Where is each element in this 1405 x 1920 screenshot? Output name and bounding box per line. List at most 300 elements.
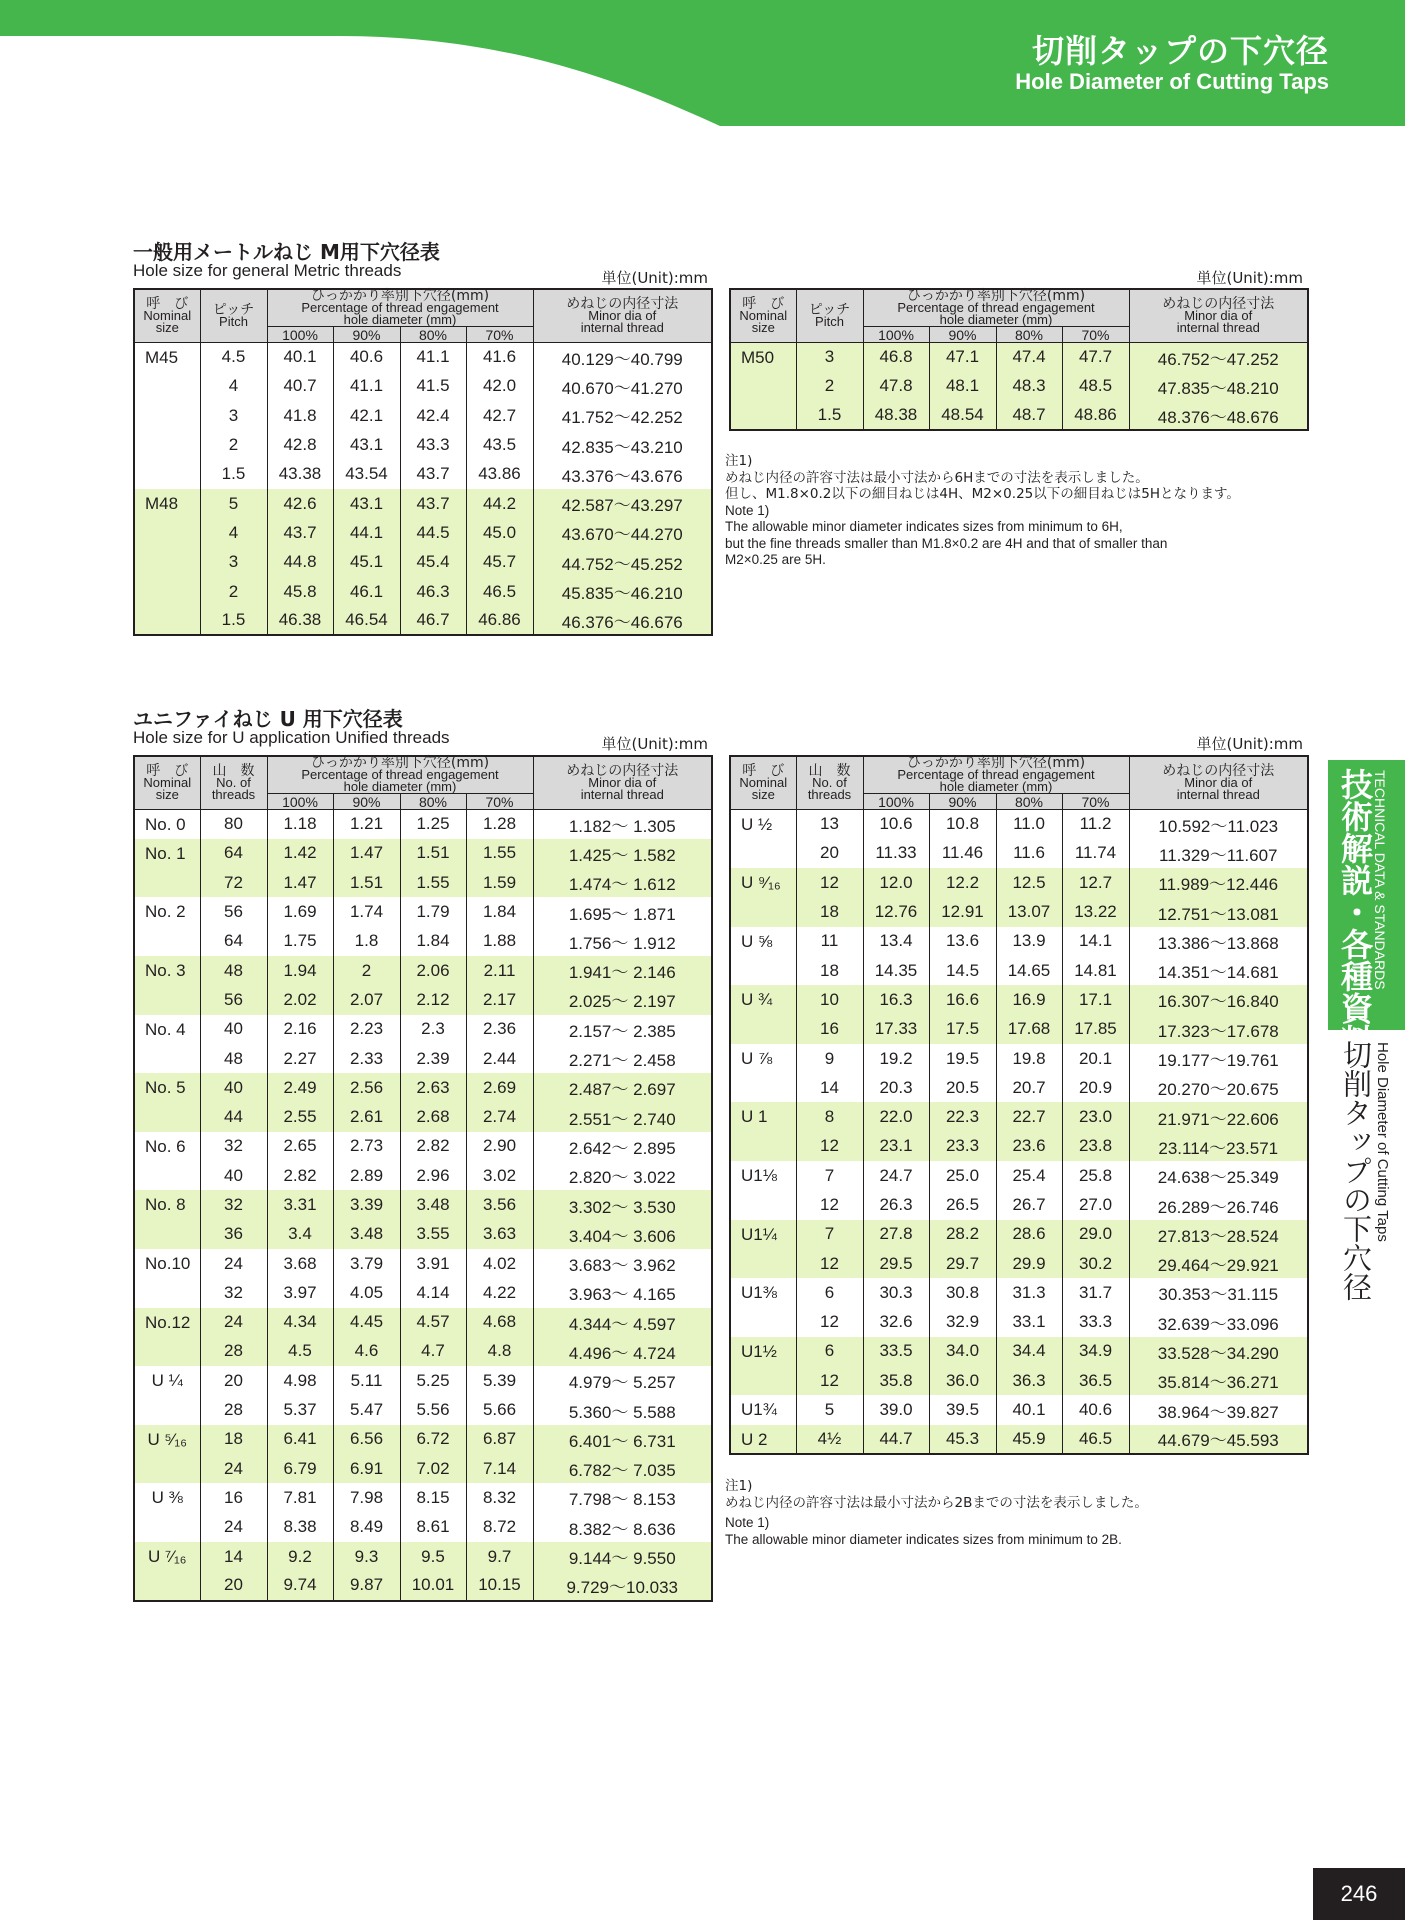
col-header-p100: 100% [267,327,333,343]
table-row [134,548,712,577]
cell-hole-90: 45.3 [929,1425,996,1454]
cell-hole-90: 1.74 [333,897,400,926]
cell-hole-100: 42.8 [267,430,333,459]
table-row [134,1220,712,1249]
col-header-p70: 70% [1062,794,1129,810]
table-row [730,1337,1308,1366]
col-header-p70: 70% [466,794,533,810]
cell-hole-80: 1.25 [400,810,466,839]
cell-nominal-size [134,518,200,547]
cell-nominal-size: U ¾ [730,985,796,1014]
cell-hole-70: 42.0 [466,372,533,401]
side-tab-en: TECHNICAL DATA & STANDARDS [1372,770,1388,990]
cell-minor-dia: 8.382～ 8.636 [533,1513,712,1542]
cell-hole-70: 1.84 [466,897,533,926]
table-row [134,1483,712,1512]
cell-minor-dia: 1.941～ 2.146 [533,956,712,985]
cell-hole-80: 8.61 [400,1513,466,1542]
cell-minor-dia: 2.157～ 2.385 [533,1015,712,1044]
cell-hole-100: 1.94 [267,956,333,985]
cell-pitch: 16 [796,1015,863,1044]
cell-hole-100: 39.0 [863,1395,929,1424]
cell-hole-80: 1.84 [400,927,466,956]
cell-minor-dia: 40.129～40.799 [533,343,712,372]
table-row [134,839,712,868]
cell-hole-80: 33.1 [996,1308,1062,1337]
col-header-pitch: 山 数 No. of threads [796,756,863,810]
cell-hole-100: 5.37 [267,1395,333,1424]
col-header-nominal: 呼 び Nominal size [730,756,796,810]
col-header-p80: 80% [400,327,466,343]
cell-hole-80: 25.4 [996,1161,1062,1190]
cell-nominal-size: No. 2 [134,897,200,926]
table-row [134,1542,712,1571]
cell-minor-dia: 1.182～ 1.305 [533,810,712,839]
cell-hole-80: 23.6 [996,1132,1062,1161]
cell-hole-100: 24.7 [863,1161,929,1190]
cell-nominal-size [730,839,796,868]
cell-hole-100: 2.49 [267,1073,333,1102]
cell-minor-dia: 2.025～ 2.197 [533,985,712,1014]
cell-hole-80: 45.9 [996,1425,1062,1454]
cell-hole-100: 4.98 [267,1366,333,1395]
cell-nominal-size [134,1454,200,1483]
cell-hole-90: 43.1 [333,489,400,518]
side-tab-technical-data[interactable] [1328,760,1405,1056]
cell-hole-70: 2.44 [466,1044,533,1073]
cell-nominal-size [730,401,796,430]
cell-hole-70: 5.39 [466,1366,533,1395]
cell-pitch: 2 [796,372,863,401]
cell-hole-100: 9.2 [267,1542,333,1571]
cell-minor-dia: 23.114～23.571 [1129,1132,1308,1161]
col-header-percentage: ひっかかり率別下穴径(mm) Percentage of thread engagement hole diameter (mm) [863,289,1129,327]
cell-pitch: 12 [796,868,863,897]
cell-hole-70: 46.5 [1062,1425,1129,1454]
table-row [134,489,712,518]
cell-hole-90: 19.5 [929,1044,996,1073]
cell-minor-dia: 3.302～ 3.530 [533,1190,712,1219]
cell-hole-70: 45.0 [466,518,533,547]
cell-nominal-size: No. 0 [134,810,200,839]
unified-note: 注1) めねじ内径の許容寸法は最小寸法から2Bまでの寸法を表示しました。 Note 1) The allowable minor diameter indicates sizes from minimum to 2B. [725,1478,1148,1547]
metric-table-right [729,288,1309,431]
cell-hole-90: 1.51 [333,868,400,897]
cell-hole-80: 3.55 [400,1220,466,1249]
table-row [134,1044,712,1073]
cell-pitch: 14 [200,1542,267,1571]
cell-hole-100: 20.3 [863,1073,929,1102]
cell-hole-90: 20.5 [929,1073,996,1102]
cell-pitch: 11 [796,927,863,956]
header-title: 切削タップの下穴径 [1031,32,1329,70]
cell-nominal-size: M50 [730,343,796,372]
cell-pitch: 56 [200,985,267,1014]
cell-hole-90: 29.7 [929,1249,996,1278]
cell-hole-70: 10.15 [466,1571,533,1600]
cell-nominal-size [134,577,200,606]
header-banner [0,0,1405,130]
cell-hole-70: 36.5 [1062,1366,1129,1395]
cell-hole-90: 4.45 [333,1308,400,1337]
col-header-minor-dia: めねじの内径寸法 Minor dia of internal thread [1129,289,1308,343]
cell-pitch: 2 [200,577,267,606]
cell-hole-100: 2.16 [267,1015,333,1044]
table-row [134,1395,712,1424]
table-row [730,1190,1308,1219]
cell-nominal-size: U ⅝ [730,927,796,956]
cell-hole-90: 9.87 [333,1571,400,1600]
cell-hole-80: 31.3 [996,1278,1062,1307]
cell-hole-100: 43.7 [267,518,333,547]
table-row [730,1161,1308,1190]
table-row [730,1015,1308,1044]
cell-minor-dia: 3.683～ 3.962 [533,1249,712,1278]
cell-nominal-size: U ⅞ [730,1044,796,1073]
cell-minor-dia: 12.751～13.081 [1129,897,1308,926]
cell-minor-dia: 1.474～ 1.612 [533,868,712,897]
cell-hole-70: 25.8 [1062,1161,1129,1190]
cell-hole-80: 2.12 [400,985,466,1014]
cell-hole-80: 2.06 [400,956,466,985]
cell-hole-100: 45.8 [267,577,333,606]
side-sub-jp: 切削タップの下穴径 [1339,1040,1373,1301]
cell-hole-70: 9.7 [466,1542,533,1571]
table-row [134,1015,712,1044]
cell-hole-90: 4.05 [333,1278,400,1307]
unit-label: 単位(Unit):mm [1196,269,1303,287]
col-header-p70: 70% [466,327,533,343]
cell-minor-dia: 1.695～ 1.871 [533,897,712,926]
cell-hole-90: 46.54 [333,606,400,635]
unified-table-right [729,755,1309,1455]
cell-hole-80: 13.9 [996,927,1062,956]
cell-hole-70: 2.36 [466,1015,533,1044]
cell-hole-90: 8.49 [333,1513,400,1542]
cell-nominal-size [134,1571,200,1600]
cell-hole-70: 4.8 [466,1337,533,1366]
table-row [134,1308,712,1337]
cell-hole-100: 3.97 [267,1278,333,1307]
cell-hole-70: 20.1 [1062,1044,1129,1073]
cell-hole-80: 8.15 [400,1483,466,1512]
cell-hole-90: 6.91 [333,1454,400,1483]
cell-hole-90: 23.3 [929,1132,996,1161]
table-row [134,1073,712,1102]
cell-hole-80: 11.0 [996,810,1062,839]
cell-pitch: 24 [200,1308,267,1337]
cell-hole-100: 35.8 [863,1366,929,1395]
table-row [730,1132,1308,1161]
cell-pitch: 36 [200,1220,267,1249]
table-row [134,1366,712,1395]
cell-hole-70: 13.22 [1062,897,1129,926]
cell-hole-100: 3.31 [267,1190,333,1219]
cell-minor-dia: 7.798～ 8.153 [533,1483,712,1512]
col-header-p100: 100% [863,794,929,810]
cell-hole-70: 8.32 [466,1483,533,1512]
table-row [730,839,1308,868]
cell-hole-100: 2.82 [267,1161,333,1190]
cell-hole-100: 44.8 [267,548,333,577]
cell-minor-dia: 2.487～ 2.697 [533,1073,712,1102]
cell-hole-90: 2.89 [333,1161,400,1190]
cell-nominal-size: U ½ [730,810,796,839]
cell-hole-100: 40.1 [267,343,333,372]
table-row [134,577,712,606]
cell-hole-100: 29.5 [863,1249,929,1278]
cell-nominal-size [134,606,200,635]
cell-hole-90: 4.6 [333,1337,400,1366]
cell-hole-100: 47.8 [863,372,929,401]
cell-hole-80: 44.5 [400,518,466,547]
cell-hole-80: 48.3 [996,372,1062,401]
col-header-p80: 80% [996,327,1062,343]
cell-nominal-size [730,1366,796,1395]
cell-pitch: 20 [200,1366,267,1395]
table-row [134,1249,712,1278]
cell-minor-dia: 32.639～33.096 [1129,1308,1308,1337]
unit-label: 単位(Unit):mm [601,735,708,753]
cell-minor-dia: 13.386～13.868 [1129,927,1308,956]
cell-nominal-size: U 2 [730,1425,796,1454]
cell-minor-dia: 27.813～28.524 [1129,1220,1308,1249]
cell-hole-70: 6.87 [466,1425,533,1454]
cell-nominal-size: U ⅜ [134,1483,200,1512]
cell-hole-90: 16.6 [929,985,996,1014]
table-row [134,1513,712,1542]
cell-minor-dia: 30.353～31.115 [1129,1278,1308,1307]
table-row [730,401,1308,430]
table-row [730,1425,1308,1454]
cell-hole-90: 12.91 [929,897,996,926]
cell-hole-90: 1.8 [333,927,400,956]
cell-hole-80: 2.82 [400,1132,466,1161]
cell-minor-dia: 11.329～11.607 [1129,839,1308,868]
cell-hole-70: 46.86 [466,606,533,635]
cell-minor-dia: 44.752～45.252 [533,548,712,577]
cell-hole-100: 3.4 [267,1220,333,1249]
cell-hole-70: 3.56 [466,1190,533,1219]
unified-title: ユニファイねじ U 用下穴径表 [133,707,403,731]
table-row [730,956,1308,985]
table-row [134,1337,712,1366]
table-row [730,1278,1308,1307]
cell-hole-90: 2 [333,956,400,985]
cell-minor-dia: 2.271～ 2.458 [533,1044,712,1073]
cell-nominal-size: U 1 [730,1102,796,1131]
cell-hole-90: 17.5 [929,1015,996,1044]
cell-minor-dia: 29.464～29.921 [1129,1249,1308,1278]
cell-hole-80: 40.1 [996,1395,1062,1424]
cell-pitch: 1.5 [200,460,267,489]
col-header-pitch: 山 数 No. of threads [200,756,267,810]
cell-nominal-size [134,372,200,401]
cell-hole-70: 27.0 [1062,1190,1129,1219]
cell-hole-100: 30.3 [863,1278,929,1307]
cell-minor-dia: 5.360～ 5.588 [533,1395,712,1424]
cell-hole-80: 46.7 [400,606,466,635]
cell-hole-70: 17.85 [1062,1015,1129,1044]
cell-hole-70: 45.7 [466,548,533,577]
cell-minor-dia: 46.376～46.676 [533,606,712,635]
cell-hole-80: 36.3 [996,1366,1062,1395]
cell-hole-70: 34.9 [1062,1337,1129,1366]
cell-nominal-size: U1½ [730,1337,796,1366]
table-row [730,927,1308,956]
cell-hole-100: 2.65 [267,1132,333,1161]
cell-hole-70: 43.5 [466,430,533,459]
cell-hole-80: 26.7 [996,1190,1062,1219]
cell-pitch: 7 [796,1161,863,1190]
cell-nominal-size: U1¾ [730,1395,796,1424]
cell-nominal-size [134,1220,200,1249]
cell-pitch: 48 [200,956,267,985]
cell-nominal-size [134,430,200,459]
cell-minor-dia: 10.592～11.023 [1129,810,1308,839]
cell-hole-70: 4.68 [466,1308,533,1337]
cell-hole-80: 6.72 [400,1425,466,1454]
cell-hole-70: 2.90 [466,1132,533,1161]
cell-hole-100: 10.6 [863,810,929,839]
cell-hole-100: 7.81 [267,1483,333,1512]
cell-hole-100: 2.02 [267,985,333,1014]
cell-hole-90: 7.98 [333,1483,400,1512]
cell-hole-80: 2.68 [400,1102,466,1131]
cell-hole-70: 46.5 [466,577,533,606]
cell-pitch: 5 [796,1395,863,1424]
cell-pitch: 13 [796,810,863,839]
cell-hole-70: 2.17 [466,985,533,1014]
cell-hole-80: 29.9 [996,1249,1062,1278]
col-header-pitch: ピッチ Pitch [796,289,863,343]
cell-hole-80: 13.07 [996,897,1062,926]
cell-minor-dia: 40.670～41.270 [533,372,712,401]
cell-hole-100: 1.47 [267,868,333,897]
cell-minor-dia: 6.401～ 6.731 [533,1425,712,1454]
cell-hole-80: 10.01 [400,1571,466,1600]
cell-hole-100: 27.8 [863,1220,929,1249]
col-header-minor-dia: めねじの内径寸法 Minor dia of internal thread [533,756,712,810]
cell-nominal-size [134,868,200,897]
cell-hole-100: 2.27 [267,1044,333,1073]
table-row [134,1571,712,1600]
cell-hole-80: 7.02 [400,1454,466,1483]
cell-hole-80: 42.4 [400,401,466,430]
cell-hole-70: 48.86 [1062,401,1129,430]
cell-hole-70: 47.7 [1062,343,1129,372]
cell-hole-70: 23.0 [1062,1102,1129,1131]
cell-nominal-size: No. 8 [134,1190,200,1219]
col-header-minor-dia: めねじの内径寸法 Minor dia of internal thread [1129,756,1308,810]
cell-minor-dia: 24.638～25.349 [1129,1161,1308,1190]
cell-nominal-size [730,897,796,926]
cell-nominal-size [134,1337,200,1366]
cell-hole-100: 17.33 [863,1015,929,1044]
cell-hole-80: 5.56 [400,1395,466,1424]
cell-pitch: 3 [200,401,267,430]
col-header-p100: 100% [267,794,333,810]
cell-hole-100: 1.75 [267,927,333,956]
cell-hole-80: 3.91 [400,1249,466,1278]
cell-hole-80: 48.7 [996,401,1062,430]
side-tab-jp: 技術解説・各種資料 [1336,768,1374,1056]
cell-hole-90: 3.48 [333,1220,400,1249]
cell-minor-dia: 33.528～34.290 [1129,1337,1308,1366]
cell-minor-dia: 42.835～43.210 [533,430,712,459]
cell-nominal-size [730,1190,796,1219]
table-row [134,606,712,635]
cell-hole-80: 22.7 [996,1102,1062,1131]
cell-hole-100: 40.7 [267,372,333,401]
cell-hole-80: 11.6 [996,839,1062,868]
cell-hole-100: 43.38 [267,460,333,489]
col-header-nominal: 呼 び Nominal size [730,289,796,343]
table-row [134,1278,712,1307]
cell-hole-70: 31.7 [1062,1278,1129,1307]
cell-nominal-size [134,1513,200,1542]
cell-hole-100: 9.74 [267,1571,333,1600]
table-row [134,343,712,372]
cell-pitch: 6 [796,1278,863,1307]
cell-hole-80: 43.7 [400,460,466,489]
cell-hole-90: 3.79 [333,1249,400,1278]
cell-hole-70: 30.2 [1062,1249,1129,1278]
cell-hole-80: 1.79 [400,897,466,926]
cell-nominal-size [730,1073,796,1102]
metric-subtitle: Hole size for general Metric threads [133,261,402,280]
table-row [134,372,712,401]
cell-pitch: 72 [200,868,267,897]
cell-hole-90: 9.3 [333,1542,400,1571]
cell-pitch: 32 [200,1278,267,1307]
table-row [134,1454,712,1483]
cell-hole-70: 11.2 [1062,810,1129,839]
cell-nominal-size [134,1278,200,1307]
cell-hole-80: 4.14 [400,1278,466,1307]
cell-hole-70: 14.81 [1062,956,1129,985]
cell-hole-70: 4.22 [466,1278,533,1307]
cell-hole-70: 2.74 [466,1102,533,1131]
cell-hole-90: 41.1 [333,372,400,401]
cell-hole-90: 2.56 [333,1073,400,1102]
cell-hole-100: 44.7 [863,1425,929,1454]
cell-nominal-size [134,548,200,577]
table-row [134,897,712,926]
cell-pitch: 3 [200,548,267,577]
col-header-pitch: ピッチ Pitch [200,289,267,343]
cell-hole-100: 32.6 [863,1308,929,1337]
cell-minor-dia: 3.963～ 4.165 [533,1278,712,1307]
cell-hole-70: 17.1 [1062,985,1129,1014]
table-row [134,956,712,985]
cell-hole-90: 13.6 [929,927,996,956]
cell-hole-90: 2.61 [333,1102,400,1131]
cell-nominal-size [134,927,200,956]
cell-pitch: 4 [200,372,267,401]
cell-hole-90: 48.1 [929,372,996,401]
cell-pitch: 40 [200,1015,267,1044]
cell-hole-100: 2.55 [267,1102,333,1131]
table-row [134,518,712,547]
cell-hole-90: 2.23 [333,1015,400,1044]
cell-pitch: 24 [200,1513,267,1542]
cell-hole-100: 48.38 [863,401,929,430]
cell-nominal-size: M45 [134,343,200,372]
cell-nominal-size [730,1015,796,1044]
cell-minor-dia: 19.177～19.761 [1129,1044,1308,1073]
cell-hole-80: 28.6 [996,1220,1062,1249]
